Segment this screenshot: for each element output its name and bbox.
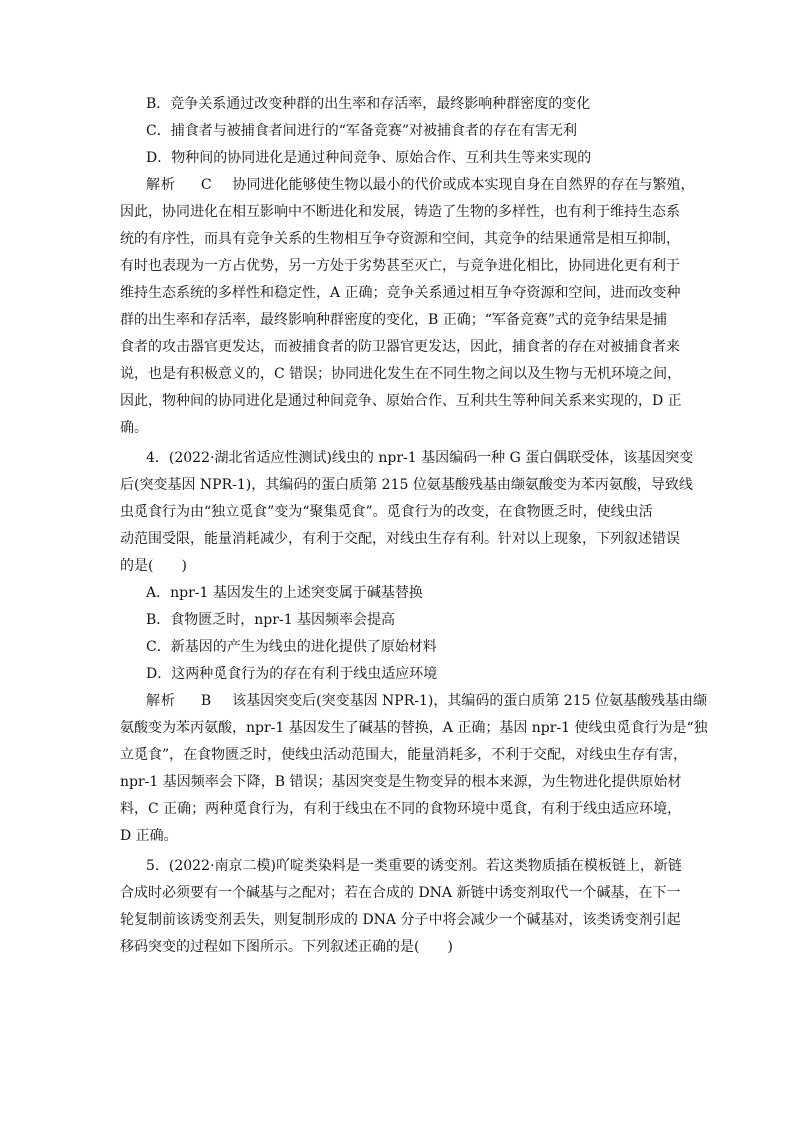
q3-analysis-line: 因此，协同进化在相互影响中不断进化和发展，铸造了生物的多样性，也有利于维持生态系 (120, 204, 680, 220)
q4-stem-line: 虫觅食行为由“独立觅食”变为“聚集觅食”。觅食行为的改变，在食物匮乏时，使线虫活 (120, 504, 653, 520)
q3-analysis-line: 因此，物种间的协同进化是通过种间竞争、原始合作、互利共生等种间关系来实现的，D 正 (120, 393, 682, 409)
q4-analysis-label: 解析 (146, 693, 176, 709)
q4-analysis-first-line (146, 691, 707, 711)
q4-analysis-line: 料，C 正确；两种觅食行为，有利于线虫在不同的食物环境中觅食，有利于线虫适应环境， (120, 801, 682, 817)
q4-option-c: C．新基因的产生为线虫的进化提供了原始材料 (146, 639, 437, 655)
q3-analysis-label: 解析 (146, 177, 176, 193)
q3-analysis-line: 统的有序性，而具有竞争关系的生物相互争夺资源和空间，其竞争的结果通常是相互抑制， (120, 231, 680, 247)
q5-stem-line: 5．(2022·南京二模)吖啶类染料是一类重要的诱变剂。若这类物质插在模板链上，新链 (146, 858, 682, 874)
q4-analysis-line: npr-1 基因频率会下降，B 错误；基因突变是生物变异的根本来源，为生物进化提供原始材 (120, 774, 682, 790)
q3-analysis-line: 维持生态系统的多样性和稳定性，A 正确；竞争关系通过相互争夺资源和空间，进而改变种 (120, 285, 681, 301)
q4-option-b: B．食物匮乏时，npr-1 基因频率会提高 (146, 612, 396, 628)
q4-option-a: A．npr-1 基因发生的上述突变属于碱基替换 (146, 585, 423, 601)
q3-analysis-first-line (146, 175, 695, 195)
q3-analysis-line: 协同进化能够使生物以最小的代价或成本实现自身在自然界的存在与繁殖， (232, 177, 695, 193)
q3-option-b: B．竞争关系通过改变种群的出生率和存活率，最终影响种群密度的变化 (146, 96, 591, 112)
q3-analysis-answer: C (200, 177, 212, 193)
q3-analysis-line: 有时也表现为一方占优势，另一方处于劣势甚至灭亡，与竞争进化相比，协同进化更有利于 (120, 258, 680, 274)
q4-analysis-answer: B (200, 693, 212, 709)
q3-option-d: D．物种间的协同进化是通过种间竞争、原始合作、互利共生等来实现的 (146, 150, 592, 166)
q4-stem-line: 的是( ) (120, 558, 187, 574)
q3-analysis-line: 说，也是有积极意义的，C 错误；协同进化发生在不同生物之间以及生物与无机环境之间， (120, 366, 682, 382)
q3-analysis-line: 确。 (120, 420, 148, 436)
q3-analysis-line: 群的出生率和存活率，最终影响种群密度的变化，B 正确；“军备竞赛”式的竞争结果是捕 (120, 312, 668, 328)
q4-analysis-line: 立觅食”，在食物匮乏时，使线虫活动范围大，能量消耗多，不利于交配，对线虫生存有害， (120, 747, 688, 763)
q3-option-c: C．捕食者与被捕食者间进行的“军备竞赛”对被捕食者的存在有害无利 (146, 123, 578, 139)
q4-analysis-line: D 正确。 (120, 828, 178, 844)
q3-analysis-line: 食者的攻击器官更发达，而被捕食者的防卫器官更发达，因此，捕食者的存在对被捕食者来 (120, 339, 680, 355)
q5-stem-line: 移码突变的过程如下图所示。下列叙述正确的是( ) (120, 939, 453, 955)
q4-analysis-line: 该基因突变后(突变基因 NPR-1)，其编码的蛋白质第 215 位氨基酸残基由缬 (232, 693, 707, 709)
q4-option-d: D．这两种觅食行为的存在有利于线虫适应环境 (146, 666, 438, 682)
q4-analysis-line: 氨酸变为苯丙氨酸，npr-1 基因发生了碱基的替换，A 正确；基因 npr-1 使线虫觅食行为是“独 (120, 720, 708, 736)
q4-stem-line: 动范围受限，能量消耗减少，有利于交配，对线虫生存有利。针对以上现象，下列叙述错误 (120, 531, 680, 547)
q5-stem-line: 轮复制前该诱变剂丢失，则复制形成的 DNA 分子中将会减少一个碱基对，该类诱变剂引起 (120, 912, 681, 928)
q5-stem-line: 合成时必须要有一个碱基与之配对；若在合成的 DNA 新链中诱变剂取代一个碱基，在下一 (120, 885, 681, 901)
q4-stem-line: 4．(2022·湖北省适应性测试)线虫的 npr-1 基因编码一种 G 蛋白偶联受体，该基因突变 (146, 450, 694, 466)
q4-stem-line: 后(突变基因 NPR-1)，其编码的蛋白质第 215 位氨基酸残基由缬氨酸变为苯丙氨酸，导致线 (120, 477, 693, 493)
